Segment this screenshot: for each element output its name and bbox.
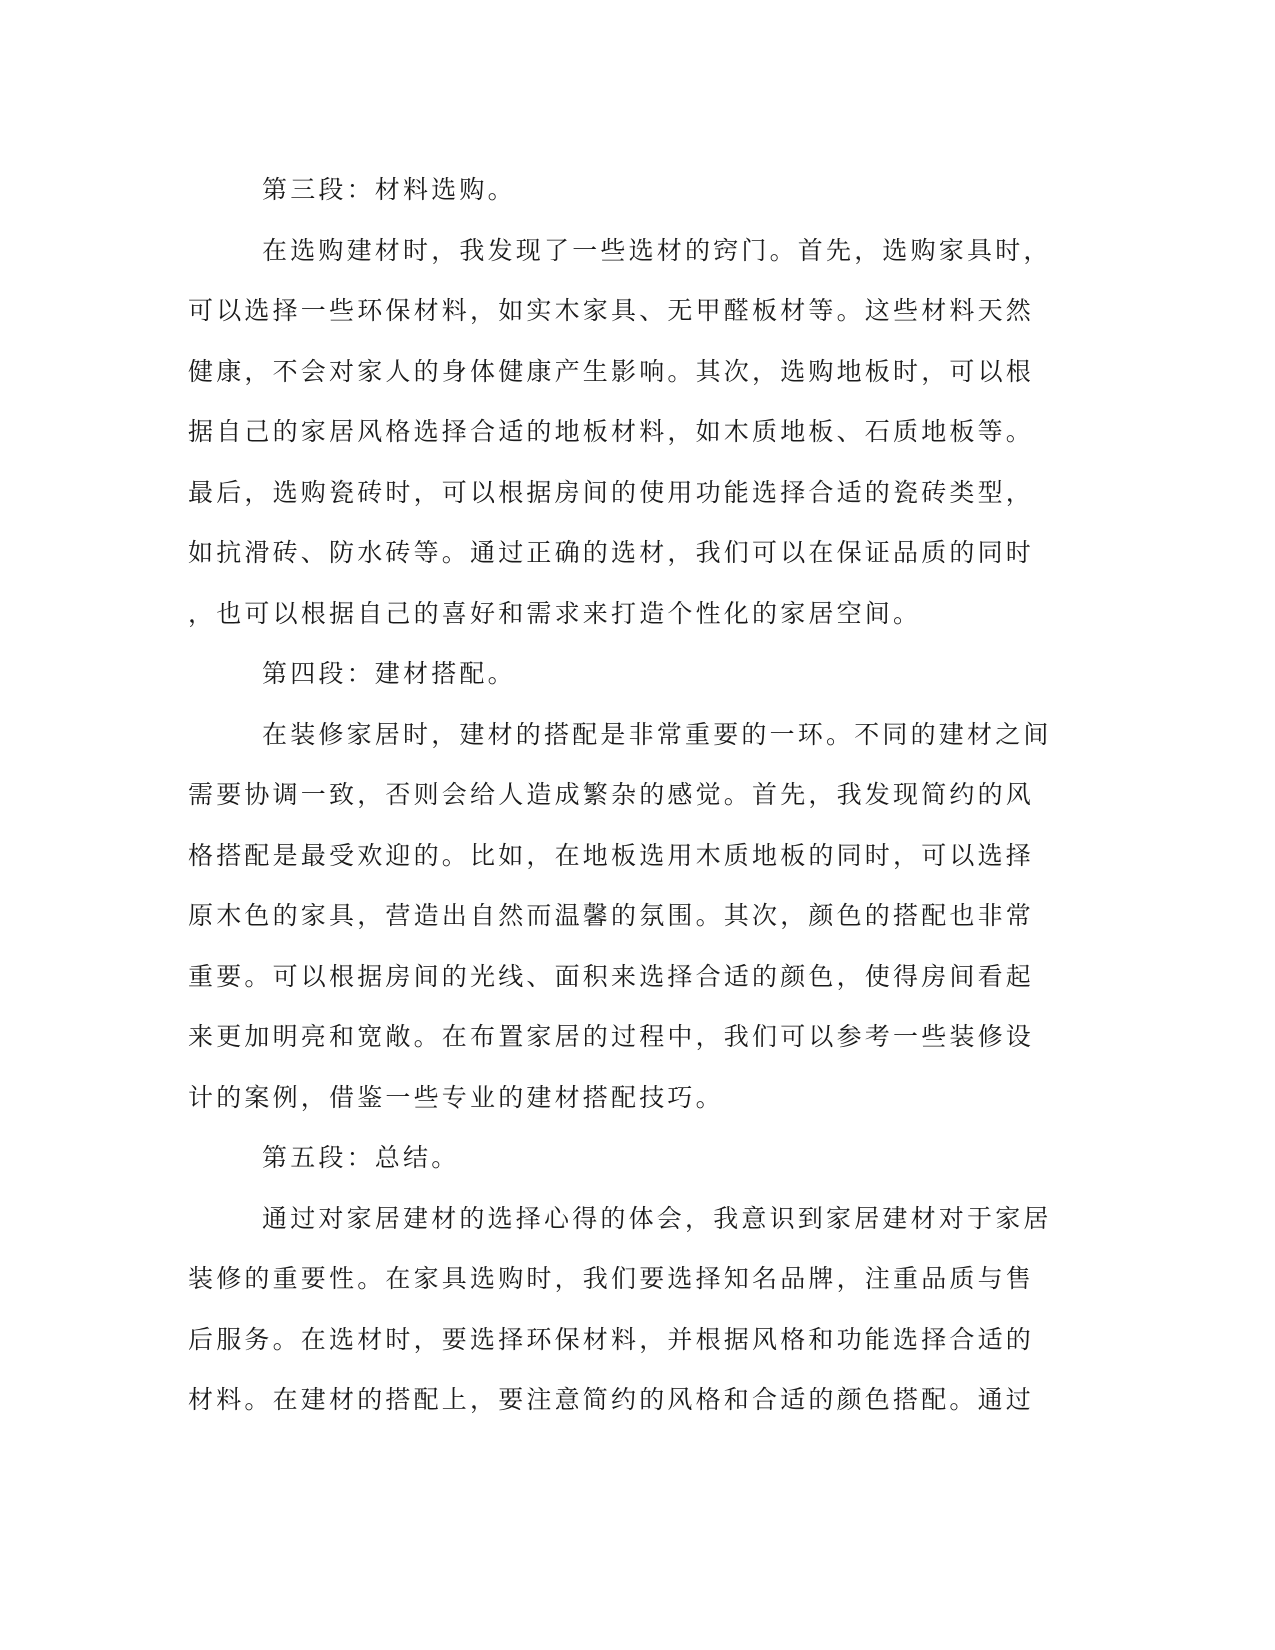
paragraph-line: 如抗滑砖、防水砖等。通过正确的选材，我们可以在保证品质的同时 [188, 538, 1035, 567]
paragraph-line: 在装修家居时，建材的搭配是非常重要的一环。不同的建材之间 [262, 719, 1052, 749]
paragraph-line: 在选购建材时，我发现了一些选材的窍门。首先，选购家具时， [262, 235, 1052, 265]
paragraph-line: 原木色的家具，营造出自然而温馨的氛围。其次，颜色的搭配也非常 [188, 901, 1035, 930]
paragraph-line: ，也可以根据自己的喜好和需求来打造个性化的家居空间。 [188, 598, 922, 628]
paragraph-line: 计的案例，借鉴一些专业的建材搭配技巧。 [188, 1082, 724, 1112]
paragraph-line: 健康，不会对家人的身体健康产生影响。其次，选购地板时，可以根 [188, 356, 1035, 386]
paragraph-line: 通过对家居建材的选择心得的体会，我意识到家居建材对于家居 [262, 1203, 1052, 1233]
paragraph-line: 装修的重要性。在家具选购时，我们要选择知名品牌，注重品质与售 [188, 1264, 1035, 1293]
paragraph-line: 后服务。在选材时，要选择环保材料，并根据风格和功能选择合适的 [188, 1324, 1035, 1354]
section-heading-4: 第四段：建材搭配。 [262, 659, 516, 688]
paragraph-line: 可以选择一些环保材料，如实木家具、无甲醛板材等。这些材料天然 [188, 296, 1035, 325]
section-heading-5: 第五段：总结。 [262, 1143, 460, 1172]
paragraph-line: 格搭配是最受欢迎的。比如，在地板选用木质地板的同时，可以选择 [188, 840, 1035, 870]
paragraph-line: 来更加明亮和宽敞。在布置家居的过程中，我们可以参考一些装修设 [188, 1022, 1035, 1051]
paragraph-line: 重要。可以根据房间的光线、面积来选择合适的颜色，使得房间看起 [188, 961, 1035, 991]
section-heading-3: 第三段：材料选购。 [262, 175, 516, 204]
document-body [188, 160, 1068, 1431]
paragraph-line: 据自己的家居风格选择合适的地板材料，如木质地板、石质地板等。 [188, 417, 1035, 446]
paragraph-line: 最后，选购瓷砖时，可以根据房间的使用功能选择合适的瓷砖类型， [188, 477, 1035, 507]
paragraph-line: 需要协调一致，否则会给人造成繁杂的感觉。首先，我发现简约的风 [188, 780, 1035, 809]
paragraph-line: 材料。在建材的搭配上，要注意简约的风格和合适的颜色搭配。通过 [188, 1385, 1035, 1414]
